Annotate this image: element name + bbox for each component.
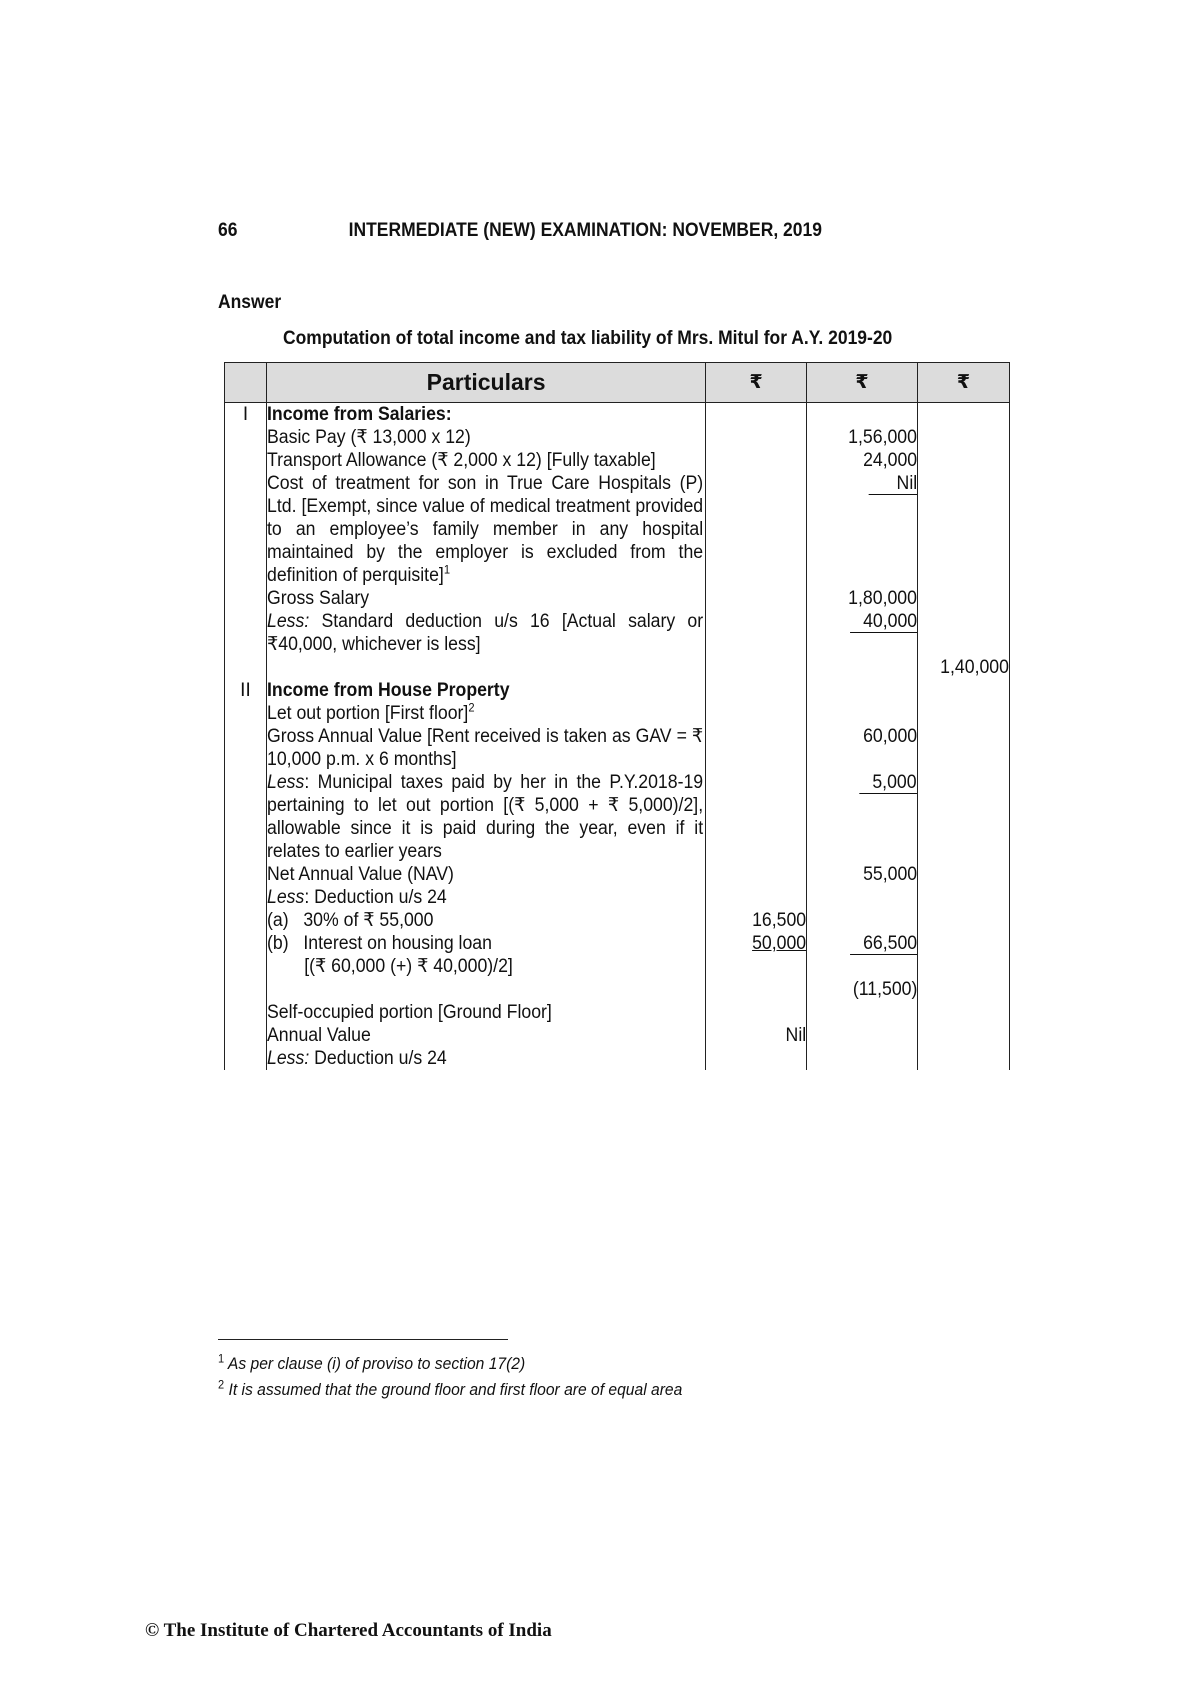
row-amount: 50,000 xyxy=(706,932,807,978)
header-rupee-col3: ₹ xyxy=(918,363,1010,403)
row-amount: 1,56,000 xyxy=(807,426,918,449)
footnote-ref: 1 xyxy=(443,562,450,577)
row-particulars: Gross Annual Value [Rent received is taken as GAV = ₹ 10,000 p.m. x 6 months] xyxy=(266,725,705,771)
row-particulars: Less: Deduction u/s 24 xyxy=(266,1047,705,1070)
row-amount: Nil xyxy=(706,1024,807,1047)
footnote-ref: 2 xyxy=(468,700,475,715)
table-row xyxy=(225,449,1010,472)
copyright-footer: © The Institute of Chartered Accountants of India xyxy=(145,1620,552,1641)
table-row xyxy=(225,610,1010,656)
row-amount: 60,000 xyxy=(807,725,918,771)
table-caption: Computation of total income and tax liability of Mrs. Mitul for A.Y. 2019-20 xyxy=(283,328,893,349)
page-number: 66 xyxy=(218,220,238,241)
footnote-divider xyxy=(218,1339,508,1340)
header-rupee-col2: ₹ xyxy=(807,363,918,403)
row-amount: 5,000 xyxy=(807,771,918,863)
row-amount: 66,500 xyxy=(807,932,918,978)
computation-table xyxy=(224,362,1010,1070)
row-particulars: Net Annual Value (NAV) xyxy=(266,863,705,886)
row-particulars: Less: Standard deduction u/s 16 [Actual salary or ₹40,000, whichever is less] xyxy=(266,610,705,656)
answer-label: Answer xyxy=(218,292,282,313)
row-particulars: Income from House Property xyxy=(266,679,705,702)
table-row xyxy=(225,1047,1010,1070)
table-row xyxy=(225,656,1010,679)
table-row xyxy=(225,909,1010,932)
row-particulars: Transport Allowance (₹ 2,000 x 12) [Fully taxable] xyxy=(266,449,705,472)
table-row xyxy=(225,771,1010,863)
table-row xyxy=(225,679,1010,702)
row-amount: 1,80,000 xyxy=(807,587,918,610)
row-amount: 16,500 xyxy=(706,909,807,932)
header-particulars: Particulars xyxy=(266,363,705,403)
header-rupee-col1: ₹ xyxy=(706,363,807,403)
row-total: 1,40,000 xyxy=(918,656,1010,679)
table-row xyxy=(225,426,1010,449)
row-particulars: (b) Interest on housing loan [(₹ 60,000 (+) ₹ 40,000)/2] xyxy=(266,932,705,978)
table-row xyxy=(225,725,1010,771)
table-row xyxy=(225,1024,1010,1047)
table-row xyxy=(225,1001,1010,1024)
page-header xyxy=(218,220,825,246)
row-particulars: (a) 30% of ₹ 55,000 xyxy=(266,909,705,932)
table-header-row xyxy=(225,363,1010,403)
table-row xyxy=(225,472,1010,587)
row-particulars: Let out portion [First floor]$^2$ xyxy=(266,702,705,725)
row-particulars: Annual Value xyxy=(266,1024,705,1047)
row-amount: 24,000 xyxy=(807,449,918,472)
header-sno xyxy=(225,363,267,403)
row-sno: I xyxy=(225,403,267,427)
row-sno: II xyxy=(225,679,267,702)
table-row xyxy=(225,587,1010,610)
row-particulars: Self-occupied portion [Ground Floor] xyxy=(266,1001,705,1024)
row-particulars: Less: Municipal taxes paid by her in the P.Y.2018-19 pertaining to let out portion [(₹ 5,000 + ₹ 5,000)/2], allowable since it is paid during the year, even if it relates to earlier years xyxy=(266,771,705,863)
table-row xyxy=(225,932,1010,978)
row-amount: (11,500) xyxy=(807,978,918,1001)
row-particulars: Less: Deduction u/s 24 xyxy=(266,886,705,909)
row-amount: 40,000 xyxy=(807,610,918,656)
row-particulars: Gross Salary xyxy=(266,587,705,610)
table-row xyxy=(225,702,1010,725)
footnote-2: $^2$ It is assumed that the ground floor and first floor are of equal area xyxy=(218,1377,683,1399)
row-particulars: Basic Pay (₹ 13,000 x 12) xyxy=(266,426,705,449)
table-row xyxy=(225,886,1010,909)
table-row xyxy=(225,978,1010,1001)
row-amount: 55,000 xyxy=(807,863,918,886)
row-particulars: Cost of treatment for son in True Care Hospitals (P) Ltd. [Exempt, since value of medical treatment provided to an employee’s family member in any hospital maintained by the employer is excluded from the definition of perquisite]$^1$ xyxy=(266,472,705,587)
table-row xyxy=(225,403,1010,427)
footnote-1: $^1$ As per clause (i) of proviso to section 17(2) xyxy=(218,1351,526,1373)
page-title: INTERMEDIATE (NEW) EXAMINATION: NOVEMBER, 2019 xyxy=(348,220,822,241)
row-amount: Nil xyxy=(807,472,918,587)
row-particulars: Income from Salaries: xyxy=(266,403,705,427)
table-row xyxy=(225,863,1010,886)
